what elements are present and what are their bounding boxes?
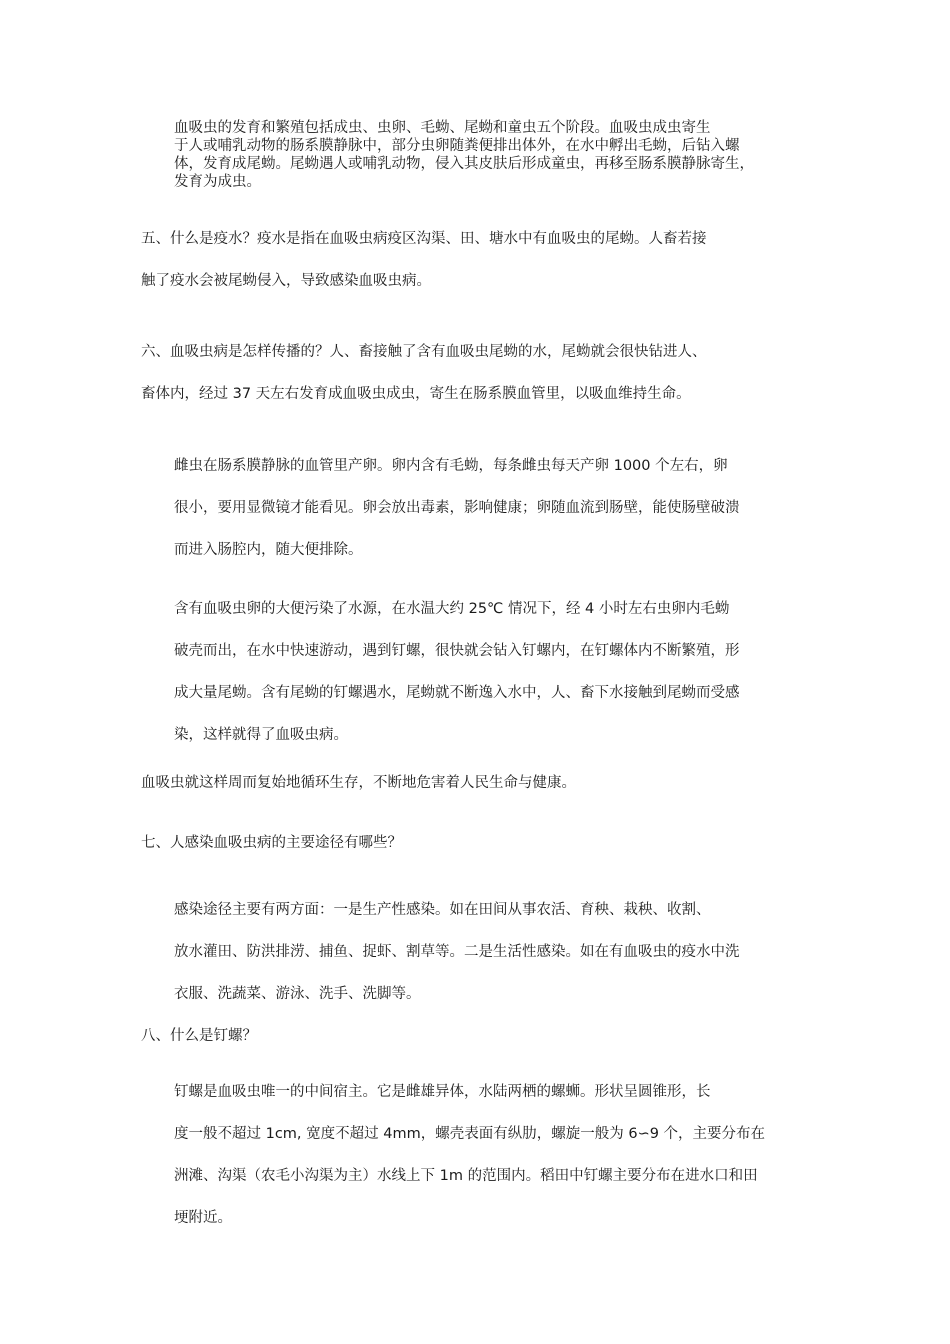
text-line: 血吸虫就这样周而复始地循环生存，不断地危害着人民生命与健康。	[141, 775, 576, 791]
text-line: 畜体内，经过 37 天左右发育成血吸虫成虫，寄生在肠系膜血管里，以吸血维持生命。	[141, 386, 691, 402]
text-line: 而进入肠腔内，随大便排除。	[174, 542, 363, 558]
paragraph-snail-infection	[141, 588, 813, 756]
text-line: 感染途径主要有两方面：一是生产性感染。如在田间从事农活、育秧、栽秧、收割、	[174, 902, 711, 918]
paragraph-oncomelania-snail	[141, 1071, 813, 1239]
heading-section-8	[141, 1015, 813, 1057]
text-line: 成大量尾蚴。含有尾蚴的钉螺遇水，尾蚴就不断逸入水中，人、畜下水接触到尾蚴而受感	[174, 685, 740, 701]
heading-section-7	[141, 822, 813, 864]
text-line: 钉螺是血吸虫唯一的中间宿主。它是雌雄异体，水陆两栖的螺蛳。形状呈圆锥形，长	[174, 1084, 711, 1100]
paragraph-section-5-infested-water	[141, 218, 813, 302]
paragraph-cycle-summary	[141, 762, 813, 804]
paragraph-schistosome-lifecycle	[141, 119, 813, 191]
text-line: 很小，要用显微镜才能看见。卵会放出毒素，影响健康；卵随血流到肠壁，能使肠壁破溃	[174, 500, 740, 516]
text-line: 五、什么是疫水？疫水是指在血吸虫病疫区沟渠、田、塘水中有血吸虫的尾蚴。人畜若接	[141, 231, 707, 247]
text-line: 发育为成虫。	[174, 174, 261, 190]
text-line: 雌虫在肠系膜静脉的血管里产卵。卵内含有毛蚴，每条雌虫每天产卵 1000 个左右，卵	[174, 458, 728, 474]
text-line: 放水灌田、防洪排涝、捕鱼、捉虾、割草等。二是生活性感染。如在有血吸虫的疫水中洗	[174, 944, 740, 960]
text-line: 六、血吸虫病是怎样传播的？人、畜接触了含有血吸虫尾蚴的水，尾蚴就会很快钻进人、	[141, 344, 707, 360]
text-line: 染，这样就得了血吸虫病。	[174, 727, 348, 743]
text-line: 体，发育成尾蚴。尾蚴遇人或哺乳动物，侵入其皮肤后形成童虫，再移至肠系膜静脉寄生，	[174, 156, 754, 172]
text-line: 八、什么是钉螺？	[141, 1028, 257, 1044]
text-line: 触了疫水会被尾蚴侵入，导致感染血吸虫病。	[141, 273, 431, 289]
text-line: 含有血吸虫卵的大便污染了水源，在水温大约 25℃ 情况下，经 4 小时左右虫卵内毛蚴	[174, 601, 730, 617]
text-line: 洲滩、沟渠（农毛小沟渠为主）水线上下 1m 的范围内。稻田中钉螺主要分布在进水口和田	[174, 1168, 758, 1184]
text-line: 埂附近。	[174, 1210, 232, 1226]
paragraph-female-worm-eggs	[141, 445, 813, 571]
text-line: 度一般不超过 1cm, 宽度不超过 4mm，螺壳表面有纵肋，螺旋一般为 6∽9 个，主要分布在	[174, 1126, 766, 1142]
text-line: 衣服、洗蔬菜、游泳、洗手、洗脚等。	[174, 986, 421, 1002]
text-line: 血吸虫的发育和繁殖包括成虫、虫卵、毛蚴、尾蚴和童虫五个阶段。血吸虫成虫寄生	[174, 120, 711, 136]
text-line: 于人或哺乳动物的肠系膜静脉中，部分虫卵随粪便排出体外，在水中孵出毛蚴，后钻入螺	[174, 138, 740, 154]
text-line: 七、人感染血吸虫病的主要途径有哪些？	[141, 835, 402, 851]
paragraph-section-6-transmission	[141, 331, 813, 415]
text-line: 破壳而出，在水中快速游动，遇到钉螺，很快就会钻入钉螺内，在钉螺体内不断繁殖，形	[174, 643, 740, 659]
paragraph-infection-routes	[141, 889, 813, 1015]
